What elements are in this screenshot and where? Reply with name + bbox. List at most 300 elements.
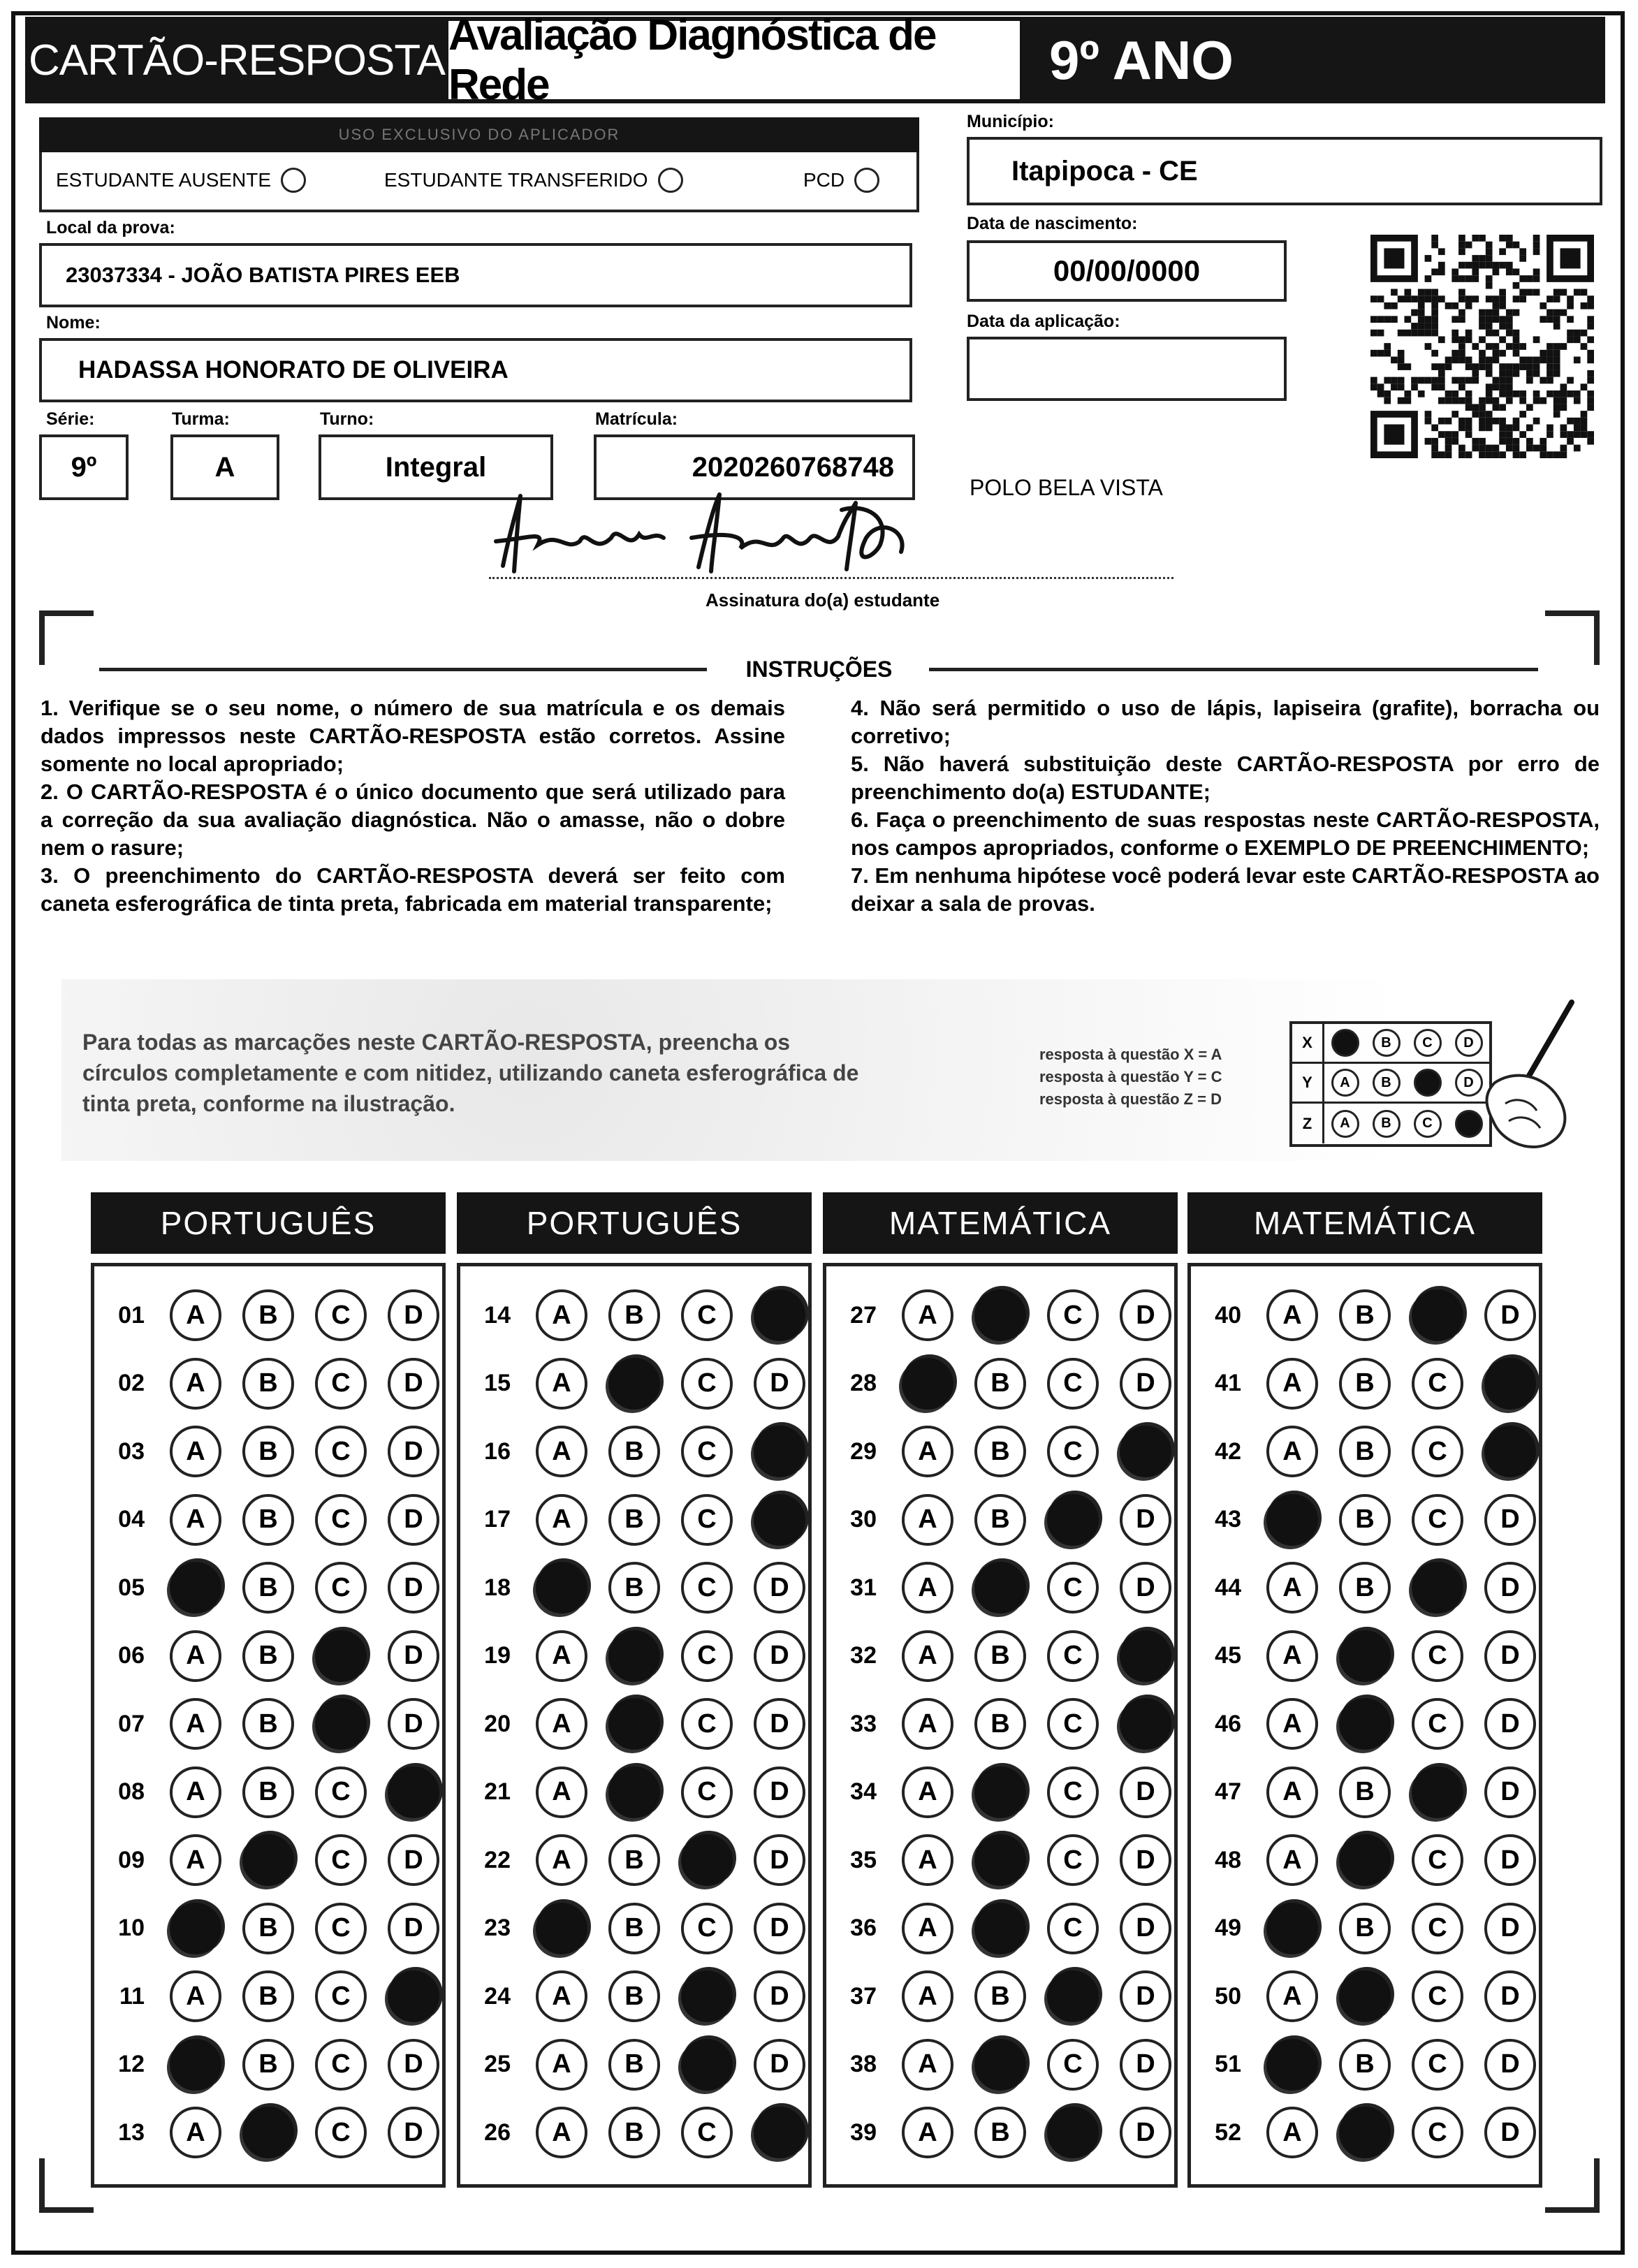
- transferred-label: ESTUDANTE TRANSFERIDO: [384, 169, 648, 191]
- answer-bubble-c[interactable]: C: [315, 1426, 367, 1477]
- answer-bubble-b[interactable]: B: [242, 1358, 294, 1410]
- answer-bubble-c[interactable]: C: [1047, 1903, 1099, 1954]
- matricula-field[interactable]: 2020260768748: [594, 434, 915, 500]
- answer-bubble-b[interactable]: B: [974, 1494, 1026, 1546]
- answer-bubble-c[interactable]: C: [1047, 1970, 1099, 2022]
- question-number: 29: [850, 1437, 877, 1465]
- transferred-circle[interactable]: [658, 168, 683, 193]
- question-row: [826, 1690, 1174, 1757]
- nome-field[interactable]: HADASSA HONORATO DE OLIVEIRA: [39, 338, 912, 402]
- question-row: [826, 1418, 1174, 1485]
- answer-bubble-a[interactable]: A: [1266, 1289, 1318, 1341]
- answer-bubble-d[interactable]: D: [1120, 1970, 1171, 2022]
- answer-bubble-c[interactable]: C: [1412, 1289, 1463, 1341]
- answer-column: [91, 1263, 446, 2188]
- answer-bubble-d[interactable]: D: [754, 1766, 805, 1818]
- question-row: [94, 1554, 442, 1621]
- corner-mark-bottom-right: [1545, 2158, 1600, 2213]
- answer-bubble-d[interactable]: D: [388, 1358, 439, 1410]
- answer-bubble-a[interactable]: A: [536, 1630, 587, 1682]
- answer-bubble-d[interactable]: D: [1484, 1358, 1536, 1410]
- answer-bubble-b[interactable]: B: [608, 1766, 660, 1818]
- answer-bubble-a[interactable]: A: [536, 1358, 587, 1410]
- answer-bubble-b[interactable]: B: [242, 1630, 294, 1682]
- question-row: [460, 1282, 808, 1349]
- question-number: 33: [850, 1710, 877, 1737]
- absent-label: ESTUDANTE AUSENTE: [56, 169, 272, 191]
- municipio-label: Município:: [967, 112, 1054, 131]
- grade-label: 9º ANO: [1020, 17, 1605, 103]
- question-row: [94, 1963, 442, 2030]
- answer-bubble-a[interactable]: A: [1266, 2107, 1318, 2158]
- pcd-option[interactable]: [803, 168, 879, 193]
- answer-bubble-c[interactable]: C: [1412, 1766, 1463, 1818]
- answer-bubble-d[interactable]: D: [754, 1970, 805, 2022]
- answer-bubble-d[interactable]: D: [754, 1289, 805, 1341]
- answer-bubble-c[interactable]: C: [315, 1562, 367, 1614]
- nascimento-field[interactable]: 00/00/0000: [967, 240, 1287, 302]
- turma-field[interactable]: A: [170, 434, 279, 500]
- example-bubble-c: [1414, 1069, 1442, 1097]
- answer-bubble-b[interactable]: B: [608, 2107, 660, 2158]
- answer-bubble-a[interactable]: A: [902, 1426, 953, 1477]
- pcd-label: PCD: [803, 169, 845, 191]
- answer-bubble-b[interactable]: B: [1339, 1426, 1391, 1477]
- answer-bubble-b[interactable]: B: [974, 1698, 1026, 1750]
- answer-bubble-c[interactable]: C: [681, 1426, 733, 1477]
- fill-example-grid: [1289, 1021, 1492, 1147]
- example-bubbles: [1324, 1064, 1489, 1102]
- answer-bubble-c[interactable]: C: [1047, 2107, 1099, 2158]
- answer-bubble-c[interactable]: C: [1047, 1494, 1099, 1546]
- answer-bubble-d[interactable]: D: [1120, 1698, 1171, 1750]
- answer-bubble-d[interactable]: D: [754, 1834, 805, 1886]
- question-row: [826, 1895, 1174, 1962]
- answer-bubble-a[interactable]: A: [902, 1562, 953, 1614]
- polo-label: POLO BELA VISTA: [970, 475, 1163, 500]
- answer-bubble-d[interactable]: D: [1484, 1630, 1536, 1682]
- answer-bubble-d[interactable]: D: [1484, 1494, 1536, 1546]
- answer-bubble-c[interactable]: C: [681, 1903, 733, 1954]
- answer-bubble-b[interactable]: B: [608, 1970, 660, 2022]
- answer-bubble-d[interactable]: D: [1484, 1289, 1536, 1341]
- answer-bubble-d[interactable]: D: [754, 1903, 805, 1954]
- answer-bubble-b[interactable]: B: [242, 1562, 294, 1614]
- answer-bubble-a[interactable]: A: [536, 1494, 587, 1546]
- answer-bubble-b[interactable]: B: [1339, 1903, 1391, 1954]
- answer-bubble-a[interactable]: A: [1266, 2039, 1318, 2091]
- answer-bubble-c[interactable]: C: [681, 1630, 733, 1682]
- answer-bubble-c[interactable]: C: [681, 2107, 733, 2158]
- absent-option[interactable]: [56, 168, 306, 193]
- answer-bubble-a[interactable]: A: [536, 1766, 587, 1818]
- answer-bubble-a[interactable]: A: [170, 2039, 221, 2091]
- answer-bubble-b[interactable]: B: [1339, 1766, 1391, 1818]
- question-number: 34: [850, 1778, 877, 1805]
- answer-bubble-b[interactable]: B: [1339, 1970, 1391, 2022]
- answer-bubble-d[interactable]: D: [1484, 2039, 1536, 2091]
- answer-bubble-d[interactable]: D: [1120, 1630, 1171, 1682]
- answer-bubble-c[interactable]: C: [315, 1358, 367, 1410]
- answer-bubble-d[interactable]: D: [1120, 1289, 1171, 1341]
- answer-bubble-c[interactable]: C: [315, 1903, 367, 1954]
- answer-bubble-d[interactable]: D: [388, 2107, 439, 2158]
- answer-bubble-a[interactable]: A: [170, 1630, 221, 1682]
- answer-bubble-c[interactable]: C: [1047, 1698, 1099, 1750]
- answer-bubble-b[interactable]: B: [974, 1970, 1026, 2022]
- answer-bubble-b[interactable]: B: [974, 1289, 1026, 1341]
- question-number: 23: [484, 1915, 511, 1941]
- question-row: [460, 1827, 808, 1894]
- answer-bubble-a[interactable]: A: [902, 1834, 953, 1886]
- answer-bubble-c[interactable]: C: [681, 1289, 733, 1341]
- answer-bubble-d[interactable]: D: [388, 1562, 439, 1614]
- answer-bubble-b[interactable]: B: [974, 1562, 1026, 1614]
- answer-bubble-a[interactable]: A: [536, 1970, 587, 2022]
- answer-bubble-d[interactable]: D: [1120, 2039, 1171, 2091]
- answer-bubble-d[interactable]: D: [388, 1970, 439, 2022]
- answer-bubble-b[interactable]: B: [608, 1289, 660, 1341]
- answer-bubble-a[interactable]: A: [170, 2107, 221, 2158]
- answer-bubble-b[interactable]: B: [1339, 1358, 1391, 1410]
- answer-bubble-c[interactable]: C: [1047, 1630, 1099, 1682]
- turno-field[interactable]: Integral: [319, 434, 553, 500]
- answer-bubble-b[interactable]: B: [608, 2039, 660, 2091]
- example-key: X: [1292, 1024, 1324, 1062]
- answer-bubble-b[interactable]: B: [974, 1426, 1026, 1477]
- answer-bubble-c[interactable]: C: [315, 1970, 367, 2022]
- answer-bubble-c[interactable]: C: [681, 1766, 733, 1818]
- serie-field[interactable]: 9º: [39, 434, 129, 500]
- question-number: 42: [1215, 1437, 1241, 1465]
- answer-bubble-a[interactable]: A: [902, 1970, 953, 2022]
- answer-bubble-a[interactable]: A: [1266, 1698, 1318, 1750]
- pcd-circle[interactable]: [854, 168, 879, 193]
- answer-bubble-b[interactable]: B: [242, 1289, 294, 1341]
- answer-bubble-b[interactable]: B: [1339, 1289, 1391, 1341]
- answer-bubble-c[interactable]: C: [315, 2107, 367, 2158]
- answer-bubble-d[interactable]: D: [388, 2039, 439, 2091]
- answer-bubble-d[interactable]: D: [754, 1562, 805, 1614]
- answer-bubble-d[interactable]: D: [1120, 1903, 1171, 1954]
- answer-bubble-a[interactable]: A: [1266, 1494, 1318, 1546]
- answer-bubble-c[interactable]: C: [1047, 1289, 1099, 1341]
- answer-bubble-c[interactable]: C: [315, 1834, 367, 1886]
- answer-bubble-d[interactable]: D: [754, 2039, 805, 2091]
- hand-pen-icon: [1467, 999, 1579, 1153]
- answer-bubble-a[interactable]: A: [1266, 1834, 1318, 1886]
- answer-bubble-c[interactable]: C: [1047, 1766, 1099, 1818]
- question-number: 22: [484, 1846, 511, 1873]
- question-row: [94, 2099, 442, 2166]
- answer-bubble-d[interactable]: D: [1484, 1970, 1536, 2022]
- question-number: 09: [118, 1846, 145, 1873]
- answer-bubble-d[interactable]: D: [754, 1698, 805, 1750]
- answer-bubble-d[interactable]: D: [388, 1426, 439, 1477]
- answer-bubble-a[interactable]: A: [902, 1698, 953, 1750]
- answer-bubble-c[interactable]: C: [1047, 1426, 1099, 1477]
- answer-bubble-c[interactable]: C: [1412, 1834, 1463, 1886]
- answer-bubble-a[interactable]: A: [1266, 1426, 1318, 1477]
- answer-bubble-c[interactable]: C: [1047, 1562, 1099, 1614]
- answer-bubble-a[interactable]: A: [1266, 1970, 1318, 2022]
- answer-bubble-c[interactable]: C: [315, 1698, 367, 1750]
- answer-bubble-c[interactable]: C: [1412, 2039, 1463, 2091]
- answer-bubble-d[interactable]: D: [1484, 2107, 1536, 2158]
- question-number: 41: [1215, 1370, 1241, 1396]
- answer-bubble-a[interactable]: A: [536, 1903, 587, 1954]
- answer-bubble-c[interactable]: C: [1412, 1426, 1463, 1477]
- question-number: 30: [850, 1506, 877, 1532]
- answer-bubble-d[interactable]: D: [1484, 1426, 1536, 1477]
- answer-bubble-b[interactable]: B: [1339, 1494, 1391, 1546]
- answer-bubble-d[interactable]: D: [388, 1766, 439, 1818]
- answer-bubble-c[interactable]: C: [1047, 1358, 1099, 1410]
- answer-bubble-c[interactable]: C: [1412, 1903, 1463, 1954]
- answer-bubble-b[interactable]: B: [242, 1494, 294, 1546]
- subject-header: MATEMÁTICA: [1187, 1192, 1542, 1254]
- answer-bubble-b[interactable]: B: [608, 1494, 660, 1546]
- answer-bubble-d[interactable]: D: [388, 1698, 439, 1750]
- answer-bubble-c[interactable]: C: [1412, 1358, 1463, 1410]
- answer-bubble-b[interactable]: B: [974, 1358, 1026, 1410]
- example-key: Z: [1292, 1104, 1324, 1143]
- answer-bubble-d[interactable]: D: [1120, 1494, 1171, 1546]
- answer-bubble-a[interactable]: A: [902, 2107, 953, 2158]
- answer-bubble-a[interactable]: A: [1266, 1766, 1318, 1818]
- answer-bubble-c[interactable]: C: [1412, 1698, 1463, 1750]
- answer-bubble-a[interactable]: A: [902, 2039, 953, 2091]
- answer-bubble-a[interactable]: A: [902, 1903, 953, 1954]
- question-row: [826, 1554, 1174, 1621]
- answer-bubble-a[interactable]: A: [1266, 1630, 1318, 1682]
- example-label-z: resposta à questão Z = D: [1039, 1090, 1222, 1108]
- answer-bubble-d[interactable]: D: [1120, 1562, 1171, 1614]
- answer-bubble-a[interactable]: A: [536, 1834, 587, 1886]
- example-bubble-d: D: [1455, 1069, 1483, 1097]
- answer-bubble-a[interactable]: A: [902, 1630, 953, 1682]
- question-number: 45: [1215, 1642, 1241, 1669]
- answer-bubble-d[interactable]: D: [754, 1358, 805, 1410]
- answer-bubble-b[interactable]: B: [974, 1834, 1026, 1886]
- answer-bubble-b[interactable]: B: [242, 1426, 294, 1477]
- answer-bubble-a[interactable]: A: [170, 1494, 221, 1546]
- answer-bubble-b[interactable]: B: [608, 1834, 660, 1886]
- answer-bubble-a[interactable]: A: [536, 1426, 587, 1477]
- answer-bubble-a[interactable]: A: [170, 1358, 221, 1410]
- question-number: 39: [850, 2119, 877, 2146]
- answer-bubble-a[interactable]: A: [170, 1834, 221, 1886]
- answer-bubble-d[interactable]: D: [1484, 1698, 1536, 1750]
- answer-column: [457, 1263, 812, 2188]
- answer-bubble-a[interactable]: A: [1266, 1358, 1318, 1410]
- answer-bubble-c[interactable]: C: [315, 1766, 367, 1818]
- answer-bubble-b[interactable]: B: [608, 1358, 660, 1410]
- aplicacao-label: Data da aplicação:: [967, 312, 1120, 331]
- applicator-bar: USO EXCLUSIVO DO APLICADOR: [39, 117, 919, 152]
- instructions-rule-right: [929, 668, 1538, 671]
- municipio-field[interactable]: Itapipoca - CE: [967, 137, 1602, 205]
- answer-bubble-c[interactable]: C: [315, 2039, 367, 2091]
- answer-bubble-a[interactable]: A: [536, 1289, 587, 1341]
- question-row: [94, 1418, 442, 1485]
- question-number: 46: [1215, 1710, 1241, 1737]
- exam-name: Avaliação Diagnóstica de Rede: [448, 17, 1020, 103]
- answer-bubble-a[interactable]: A: [170, 1426, 221, 1477]
- answer-bubble-b[interactable]: B: [242, 1834, 294, 1886]
- answer-bubble-b[interactable]: B: [974, 2107, 1026, 2158]
- question-row: [94, 1690, 442, 1757]
- answer-bubble-d[interactable]: D: [754, 2107, 805, 2158]
- example-bubble-b: B: [1373, 1069, 1401, 1097]
- question-row: [460, 1963, 808, 2030]
- question-number: 18: [484, 1574, 511, 1601]
- question-number: 44: [1215, 1574, 1241, 1601]
- transferred-option[interactable]: [384, 168, 683, 193]
- answer-bubble-b[interactable]: B: [608, 1903, 660, 1954]
- answer-bubble-c[interactable]: C: [681, 1970, 733, 2022]
- example-bubble-c: C: [1414, 1110, 1442, 1138]
- question-row: [1191, 1554, 1539, 1621]
- answer-bubble-b[interactable]: B: [242, 1698, 294, 1750]
- answer-bubble-a[interactable]: A: [170, 1766, 221, 1818]
- answer-bubble-a[interactable]: A: [536, 2107, 587, 2158]
- answer-bubble-a[interactable]: A: [1266, 1562, 1318, 1614]
- question-row: [1191, 1623, 1539, 1690]
- question-number: 28: [850, 1370, 877, 1396]
- answer-bubble-a[interactable]: A: [170, 1562, 221, 1614]
- answer-bubble-c[interactable]: C: [1412, 1562, 1463, 1614]
- question-number: 48: [1215, 1846, 1241, 1873]
- answer-bubble-d[interactable]: D: [1484, 1903, 1536, 1954]
- answer-bubble-d[interactable]: D: [388, 1630, 439, 1682]
- answer-bubble-b[interactable]: B: [974, 1630, 1026, 1682]
- answer-bubble-b[interactable]: B: [1339, 1630, 1391, 1682]
- answer-bubble-a[interactable]: A: [170, 1903, 221, 1954]
- local-field[interactable]: 23037334 - JOÃO BATISTA PIRES EEB: [39, 243, 912, 307]
- answer-bubble-b[interactable]: B: [242, 2107, 294, 2158]
- answer-bubble-a[interactable]: A: [902, 1766, 953, 1818]
- answer-bubble-b[interactable]: B: [1339, 2107, 1391, 2158]
- answer-bubble-d[interactable]: D: [388, 1903, 439, 1954]
- question-row: [1191, 1690, 1539, 1757]
- question-row: [94, 1895, 442, 1962]
- answer-bubble-d[interactable]: D: [1120, 1426, 1171, 1477]
- question-number: 52: [1215, 2119, 1241, 2146]
- answer-bubble-a[interactable]: A: [902, 1289, 953, 1341]
- question-number: 31: [850, 1574, 877, 1601]
- instructions-title: INSTRUÇÕES: [745, 657, 893, 682]
- subject-header: PORTUGUÊS: [457, 1192, 812, 1254]
- answer-bubble-c[interactable]: C: [315, 1289, 367, 1341]
- aplicacao-field[interactable]: [967, 337, 1287, 401]
- answer-bubble-d[interactable]: D: [1120, 1358, 1171, 1410]
- answer-bubble-b[interactable]: B: [1339, 2039, 1391, 2091]
- question-row: [460, 1554, 808, 1621]
- answer-bubble-d[interactable]: D: [754, 1630, 805, 1682]
- answer-bubble-b[interactable]: B: [608, 1426, 660, 1477]
- question-number: 10: [118, 1915, 145, 1941]
- answer-bubble-a[interactable]: A: [902, 1494, 953, 1546]
- answer-bubble-a[interactable]: A: [536, 1562, 587, 1614]
- answer-bubble-c[interactable]: C: [1412, 1630, 1463, 1682]
- answer-bubble-d[interactable]: D: [1484, 1834, 1536, 1886]
- answer-bubble-a[interactable]: A: [536, 1698, 587, 1750]
- answer-bubble-c[interactable]: C: [681, 1562, 733, 1614]
- answer-bubble-a[interactable]: A: [170, 1289, 221, 1341]
- answer-bubble-b[interactable]: B: [608, 1698, 660, 1750]
- answer-bubble-c[interactable]: C: [1047, 1834, 1099, 1886]
- answer-bubble-b[interactable]: B: [242, 1766, 294, 1818]
- signature-image: [489, 489, 936, 580]
- question-number: 25: [484, 2051, 511, 2077]
- question-row: [826, 1350, 1174, 1417]
- answer-bubble-d[interactable]: D: [388, 1834, 439, 1886]
- answer-bubble-d[interactable]: D: [1120, 1766, 1171, 1818]
- local-label: Local da prova:: [46, 218, 175, 237]
- question-number: 03: [118, 1437, 145, 1465]
- answer-bubble-b[interactable]: B: [242, 2039, 294, 2091]
- answer-bubble-b[interactable]: B: [1339, 1562, 1391, 1614]
- nome-label: Nome:: [46, 313, 101, 332]
- answer-bubble-c[interactable]: C: [315, 1630, 367, 1682]
- answer-bubble-c[interactable]: C: [681, 2039, 733, 2091]
- answer-bubble-d[interactable]: D: [388, 1494, 439, 1546]
- answer-bubble-c[interactable]: C: [1412, 1970, 1463, 2022]
- absent-circle[interactable]: [281, 168, 306, 193]
- answer-bubble-b[interactable]: B: [242, 1903, 294, 1954]
- answer-bubble-c[interactable]: C: [681, 1494, 733, 1546]
- answer-bubble-d[interactable]: D: [1120, 2107, 1171, 2158]
- answer-bubble-b[interactable]: B: [1339, 1698, 1391, 1750]
- answer-bubble-a[interactable]: A: [170, 1698, 221, 1750]
- answer-bubble-d[interactable]: D: [754, 1426, 805, 1477]
- answer-bubble-a[interactable]: A: [902, 1358, 953, 1410]
- answer-bubble-b[interactable]: B: [974, 2039, 1026, 2091]
- answer-bubble-c[interactable]: C: [681, 1834, 733, 1886]
- answer-bubble-b[interactable]: B: [242, 1970, 294, 2022]
- answer-bubble-d[interactable]: D: [754, 1494, 805, 1546]
- question-row: [826, 1827, 1174, 1894]
- answer-bubble-a[interactable]: A: [1266, 1903, 1318, 1954]
- answer-bubble-d[interactable]: D: [1484, 1766, 1536, 1818]
- answer-bubble-d[interactable]: D: [1120, 1834, 1171, 1886]
- answer-bubble-c[interactable]: C: [681, 1358, 733, 1410]
- answer-bubble-b[interactable]: B: [608, 1630, 660, 1682]
- answer-bubble-a[interactable]: A: [170, 1970, 221, 2022]
- question-number: 04: [118, 1506, 145, 1532]
- question-row: [1191, 1486, 1539, 1553]
- question-row: [1191, 1350, 1539, 1417]
- answer-bubble-b[interactable]: B: [974, 1903, 1026, 1954]
- answer-bubble-c[interactable]: C: [1412, 1494, 1463, 1546]
- answer-bubble-d[interactable]: D: [1484, 1562, 1536, 1614]
- question-number: 17: [484, 1506, 511, 1532]
- answer-bubble-a[interactable]: A: [536, 2039, 587, 2091]
- answer-bubble-b[interactable]: B: [974, 1766, 1026, 1818]
- question-row: [1191, 1759, 1539, 1826]
- subject-header: PORTUGUÊS: [91, 1192, 446, 1254]
- question-row: [94, 1827, 442, 1894]
- answer-bubble-c[interactable]: C: [681, 1698, 733, 1750]
- answer-bubble-b[interactable]: B: [608, 1562, 660, 1614]
- answer-bubble-c[interactable]: C: [1047, 2039, 1099, 2091]
- answer-bubble-c[interactable]: C: [315, 1494, 367, 1546]
- answer-bubble-b[interactable]: B: [1339, 1834, 1391, 1886]
- answer-bubble-c[interactable]: C: [1412, 2107, 1463, 2158]
- answer-bubble-d[interactable]: D: [388, 1289, 439, 1341]
- question-row: [1191, 1282, 1539, 1349]
